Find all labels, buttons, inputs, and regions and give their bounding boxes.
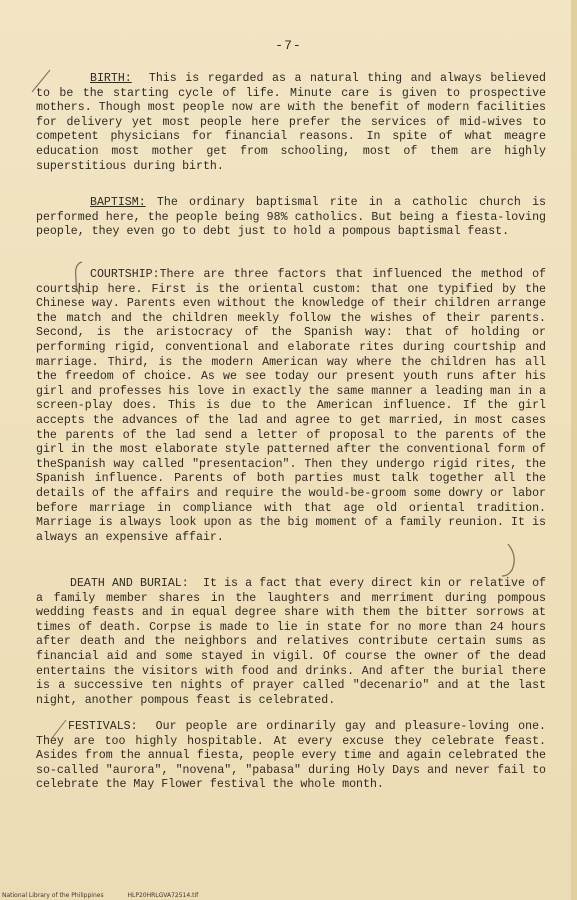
baptism-paragraph — [36, 196, 546, 240]
birth-heading: BIRTH: — [90, 72, 132, 85]
baptism-text: The ordinary baptismal rite in a catholic church is performed here, the people being 98% catholics. But being a fiesta-loving people, they even go to debt just to hold a pompous baptismal feast. — [36, 196, 546, 239]
birth-paragraph — [36, 72, 546, 174]
death-burial-text: It is a fact that every direct kin or relative of a family member shares in the laughters and merriment during pompous wedding feasts and in equal degree share with them the bitter sorrows at times of death. Corpse is made to lie in state for no more than 24 hours after death and the neighbors and relatives contribute certain sums as financial aid and some stayed in vigil. Of course the owner of the dead entertains the visitors with food and drinks. And after the burial there is a successive ten nights of prayer called "decenario" and at the last night, another pompous feast is celebrated. — [36, 577, 546, 707]
courtship-paragraph — [36, 268, 546, 545]
death-burial-heading: DEATH AND BURIAL: — [70, 577, 189, 590]
death-burial-paragraph — [36, 577, 546, 708]
footer-file-id: HLP20HRLGVA72514.tif — [127, 892, 199, 899]
festivals-heading: FESTIVALS: — [68, 720, 138, 733]
courtship-close-bracket — [500, 540, 530, 580]
footer-library: National Library of the Philippines — [2, 892, 104, 899]
scan-footer — [2, 892, 575, 899]
birth-text: This is regarded as a natural thing and always believed to be the starting cycle of life. Minute care is given to prospective mothers. Though most people now are with the benefit of modern facilities for delivery yet most people here prefer the services of mid-wives to competent physicians for financial reasons. In spite of what meagre education most mother get from schooling, most of them are highly superstitious during birth. — [36, 72, 547, 173]
festivals-text: Our people are ordinarily gay and pleasure-loving one. They are too highly hospitable. At every excuse they celebrate feast. Asides from the annual fiesta, people every time and again celebrated the so-called "aurora", "novena", "pabasa" during Holy Days and never fail to celebrate the May Flower festival the whole month. — [36, 720, 546, 792]
baptism-heading: BAPTISM: — [90, 196, 146, 209]
page-number: -7- — [275, 38, 302, 53]
courtship-text: There are three factors that influenced the method of courtship here. First is the oriental custom: that one typified by the Chinese way. Parents even without the knowledge of their children arrange the match and the children meekly follow the wishes of their parents. Second, is the aristocracy of the Spanish way: that of holding or performing rigid, conventional and elaborate rites during courtship and marriage. Third, is the modern American way where the children has all the freedom of choice. As we see today our present youth runs after his girl and professes his love in exactly the same manner a leading man in a screen-play does. This is due to the American influence. If the girl accepts the advances of the lad and agree to get married, in most cases the parents of the lad send a letter of proposal to the parents of the girl in the most elaborate style patterned after the conventional form of theSpanish way called "presentacion". Then they undergo rigid rites, the Spanish influence. Parents of both parties must talk together all the details of the affairs and require the would-be-groom some dowry or labor before marriage in compliance with that age old oriental tradition. Marriage is always look upon as the big moment of a family reunion. It is always an expensive affair. — [36, 268, 546, 544]
festivals-paragraph — [36, 720, 546, 793]
courtship-heading: COURTSHIP: — [90, 268, 160, 281]
page-edge — [571, 0, 577, 900]
